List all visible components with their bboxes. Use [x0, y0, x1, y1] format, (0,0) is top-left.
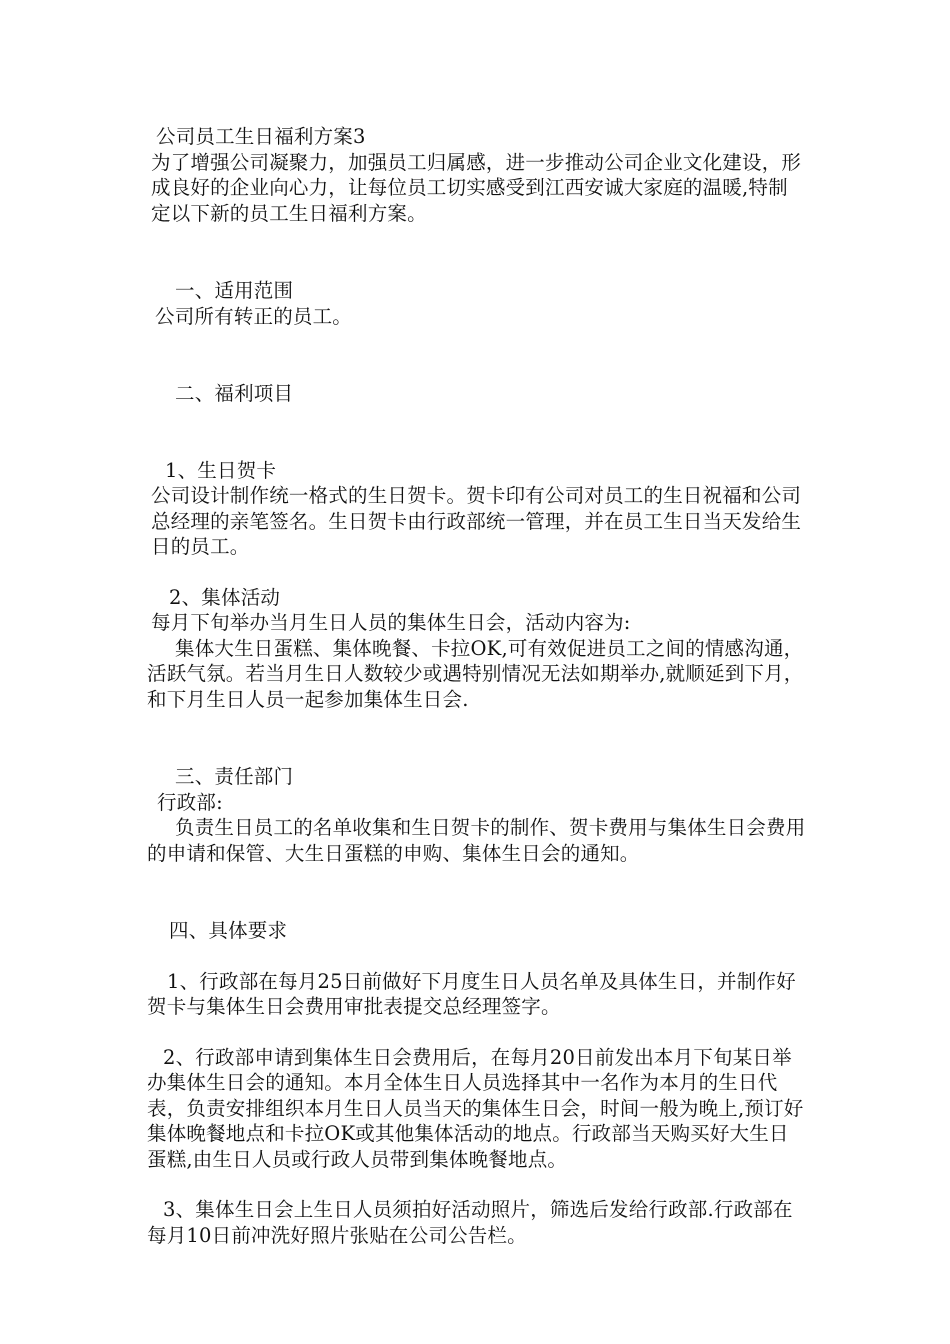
spacer — [147, 407, 807, 458]
document-body — [147, 124, 807, 1248]
document-title: 公司员工生日福利方案3 — [156, 125, 366, 148]
section-scope-text: 公司所有转正的员工。 — [155, 304, 353, 328]
spacer — [147, 866, 807, 918]
spacer — [147, 1020, 807, 1045]
section-department-heading: 三、责任部门 — [175, 765, 294, 788]
spacer — [147, 560, 807, 585]
group-activity-text-2: 集体大生日蛋糕、集体晚餐、卡拉OK,可有效促进员工之间的情感沟通，活跃气氛。若当月生日人数较少或遇特别情况无法如期举办,就顺延到下月，和下月生日人员一起参加集体生日会. — [147, 636, 804, 711]
requirement-2: 2、行政部申请到集体生日会费用后，在每月20日前发出本月下旬某日举办集体生日会的通知。本月全体生日人员选择其中一名作为本月的生日代表，负责安排组织本月生日人员当天的集体生日会，时间一般为晚上,预订好集体晚餐地点和卡拉OK或其他集体活动的地点。行政部当天购买好大生日蛋糕,由生日人员或行政人员带到集体晚餐地点。 — [147, 1045, 804, 1171]
spacer — [147, 712, 807, 764]
group-activity-heading: 2、集体活动 — [169, 585, 281, 609]
department-text: 负责生日员工的名单收集和生日贺卡的制作、贺卡费用与集体生日会费用的申请和保管、大生日蛋糕的申购、集体生日会的通知。 — [147, 816, 806, 865]
spacer — [147, 944, 807, 969]
section-items-heading: 二、福利项目 — [175, 382, 294, 405]
birthday-card-heading: 1、生日贺卡 — [165, 458, 277, 482]
requirement-1: 1、行政部在每月25日前做好下月度生日人员名单及具体生日，并制作好贺卡与集体生日会费用审批表提交总经理签字。 — [147, 969, 796, 1018]
requirement-3: 3、集体生日会上生日人员须拍好活动照片，筛选后发给行政部.行政部在每月10日前冲洗好照片张贴在公司公告栏。 — [147, 1198, 793, 1247]
birthday-card-text: 公司设计制作统一格式的生日贺卡。贺卡印有公司对员工的生日祝福和公司总经理的亲笔签名。生日贺卡由行政部统一管理，并在员工生日当天发给生日的员工。 — [151, 484, 802, 558]
group-activity-text-1: 每月下旬举办当月生日人员的集体生日会，活动内容为: — [151, 611, 631, 634]
intro-paragraph: 为了增强公司凝聚力，加强员工归属感，进一步推动公司企业文化建设，形成良好的企业向心力，让每位员工切实感受到江西安诚大家庭的温暖,特制定以下新的员工生日福利方案。 — [151, 150, 802, 225]
department-label: 行政部: — [157, 790, 223, 814]
spacer — [147, 329, 807, 381]
spacer — [147, 226, 807, 278]
section-scope-heading: 一、适用范围 — [175, 279, 294, 302]
section-requirements-heading: 四、具体要求 — [169, 919, 288, 942]
spacer — [147, 1172, 807, 1197]
